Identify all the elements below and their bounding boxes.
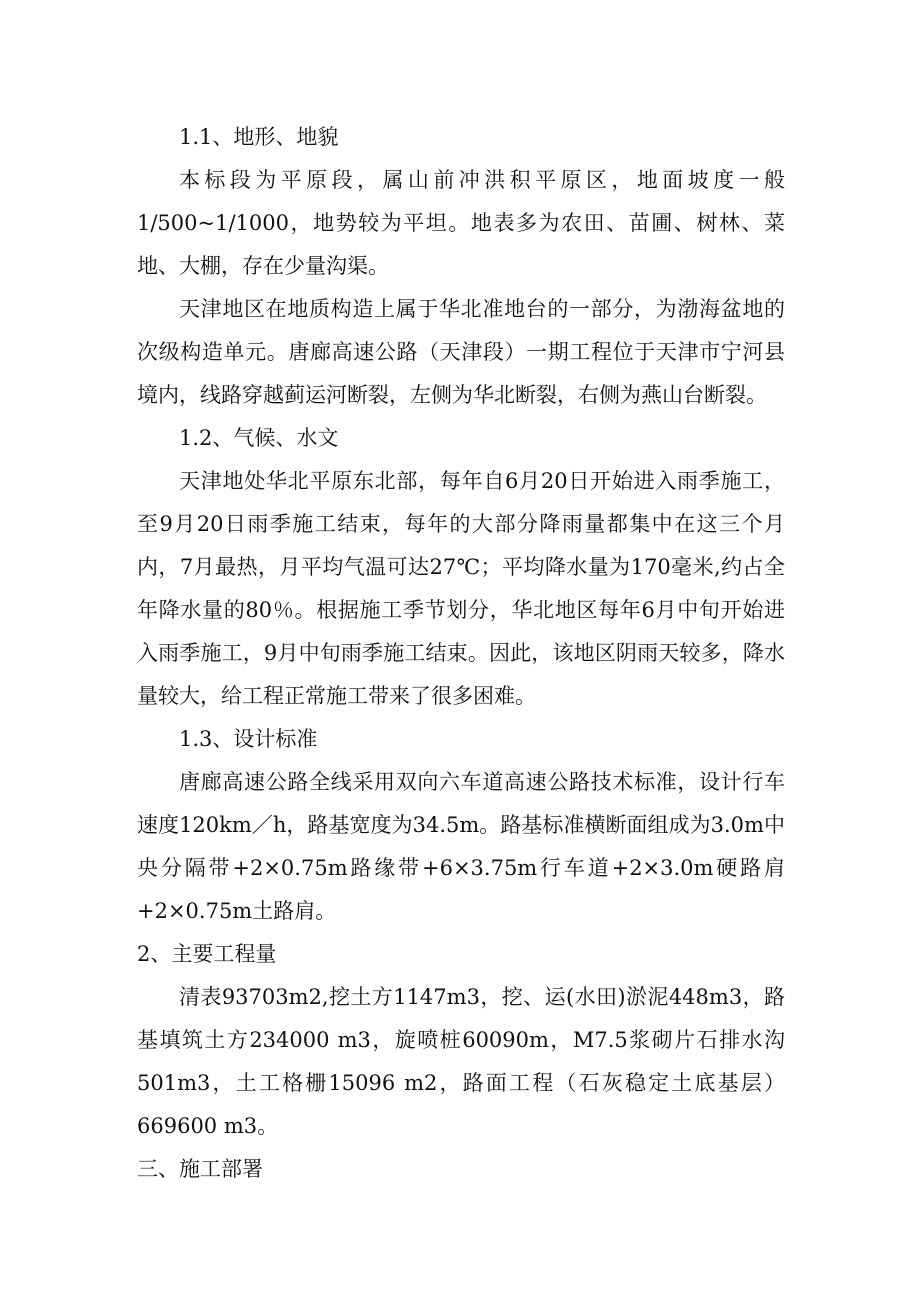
section-heading-terrain: 1.1、地形、地貌 — [179, 125, 339, 149]
section-heading-climate: 1.2、气候、水文 — [179, 426, 339, 450]
section-heading-design-standard: 1.3、设计标准 — [179, 727, 318, 751]
paragraph-terrain-1: 本标段为平原段，属山前冲洪积平原区，地面坡度一般1/500~1/1000，地势较为平坦。地表多为农田、苗圃、树林、菜地、大棚，存在少量沟渠。 — [137, 168, 785, 278]
paragraph-climate: 天津地处华北平原东北部，每年自6月20日开始进入雨季施工，至9月20日雨季施工结束，每年的大部分降雨量都集中在这三个月内，7月最热，月平均气温可达27℃；平均降水量为170毫米,约占全年降水量的80％。根据施工季节划分，华北地区每年6月中旬开始进入雨季施工，9月中旬雨季施工结束。因此，该地区阴雨天较多，降水量较大，给工程正常施工带来了很多困难。 — [137, 469, 785, 708]
section-heading-deployment: 三、施工部署 — [137, 1157, 263, 1181]
section-heading-quantities: 2、主要工程量 — [137, 942, 277, 966]
paragraph-design-standard: 唐廊高速公路全线采用双向六车道高速公路技术标准，设计行车速度120km／h，路基宽度为34.5m。路基标准横断面组成为3.0m中央分隔带+2×0.75m路缘带+6×3.75m行车道+2×3.0m硬路肩+2×0.75m土路肩。 — [137, 770, 785, 923]
document-body — [137, 116, 785, 1191]
paragraph-quantities: 清表93703m2,挖土方1147m3，挖、运(水田)淤泥448m3，路基填筑土方234000 m3，旋喷桩60090m，M7.5浆砌片石排水沟501m3，土工格栅15096 m2，路面工程（石灰稳定土底基层）669600 m3。 — [137, 985, 785, 1138]
paragraph-terrain-2: 天津地区在地质构造上属于华北准地台的一部分，为渤海盆地的次级构造单元。唐廊高速公路（天津段）一期工程位于天津市宁河县境内，线路穿越蓟运河断裂，左侧为华北断裂，右侧为燕山台断裂。 — [137, 297, 785, 407]
